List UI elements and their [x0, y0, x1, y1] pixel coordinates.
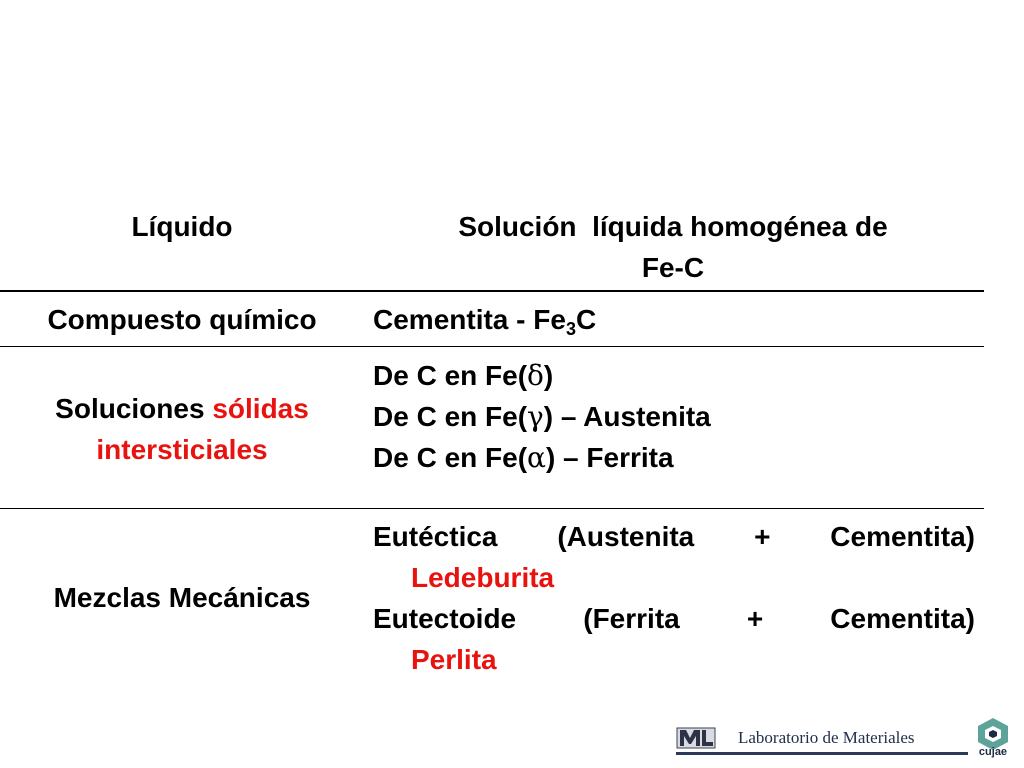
fe-gamma-line — [373, 396, 975, 437]
eutectoide-ferrita: (Ferrita — [583, 603, 680, 634]
gamma-symbol: γ — [527, 400, 544, 433]
cementita-suffix: C — [575, 304, 597, 335]
lab-name: Laboratorio de Materiales — [738, 728, 915, 747]
eutectica-austenita: (Austenita — [557, 521, 695, 552]
eutectoide-cementita: Cementita) — [830, 603, 975, 634]
row-mezclas-description — [373, 516, 975, 680]
lm-logo-icon — [676, 722, 716, 752]
row-soluciones-description — [373, 355, 975, 478]
perlita-label: Perlita — [411, 644, 497, 675]
eutectica-line — [373, 516, 975, 557]
cementita-subscript: 3 — [565, 319, 576, 339]
row-liquido-label: Líquido — [131, 211, 233, 242]
row-soluciones-label — [14, 388, 350, 470]
lab-underline — [676, 752, 968, 755]
cujae-label: cujae — [978, 746, 1008, 758]
fe-alpha-line — [373, 437, 975, 478]
fe-alpha-prefix: De C en Fe( — [373, 442, 528, 473]
row-mezclas-label: Mezclas Mecánicas — [53, 582, 311, 613]
delta-symbol: δ — [527, 359, 544, 392]
fe-alpha-suffix: ) – Ferrita — [545, 442, 674, 473]
alpha-symbol: α — [527, 441, 546, 474]
row-liquido-description — [373, 206, 973, 288]
table-divider-1 — [0, 290, 984, 292]
eutectica-plus: + — [754, 521, 771, 552]
eutectoide-plus: + — [746, 603, 764, 634]
soluciones-word: Soluciones — [55, 393, 205, 424]
fe-delta-suffix: ) — [543, 360, 554, 391]
fe-delta-line — [373, 355, 975, 396]
liquido-desc-line-1: Solución líquida homogénea de — [458, 211, 888, 242]
fe-gamma-prefix: De C en Fe( — [373, 401, 528, 432]
liquido-desc-line-2: Fe-C — [641, 252, 705, 283]
cementita-text: Cementita - Fe — [373, 304, 566, 335]
table-divider-2 — [0, 346, 984, 347]
intersticiales-word: intersticiales — [96, 434, 268, 465]
solidas-word: sólidas — [212, 393, 309, 424]
ledeburita-label: Ledeburita — [411, 562, 555, 593]
row-compuesto-description — [373, 299, 975, 340]
eutectica-word: Eutéctica — [373, 521, 498, 552]
row-compuesto-label: Compuesto químico — [47, 304, 317, 335]
table-divider-3 — [0, 508, 984, 509]
eutectoide-word: Eutectoide — [373, 603, 517, 634]
footer — [676, 716, 1018, 760]
eutectoide-line — [373, 598, 975, 639]
fe-delta-prefix: De C en Fe( — [373, 360, 528, 391]
fe-gamma-suffix: ) – Austenita — [543, 401, 711, 432]
eutectica-cementita: Cementita) — [830, 521, 975, 552]
